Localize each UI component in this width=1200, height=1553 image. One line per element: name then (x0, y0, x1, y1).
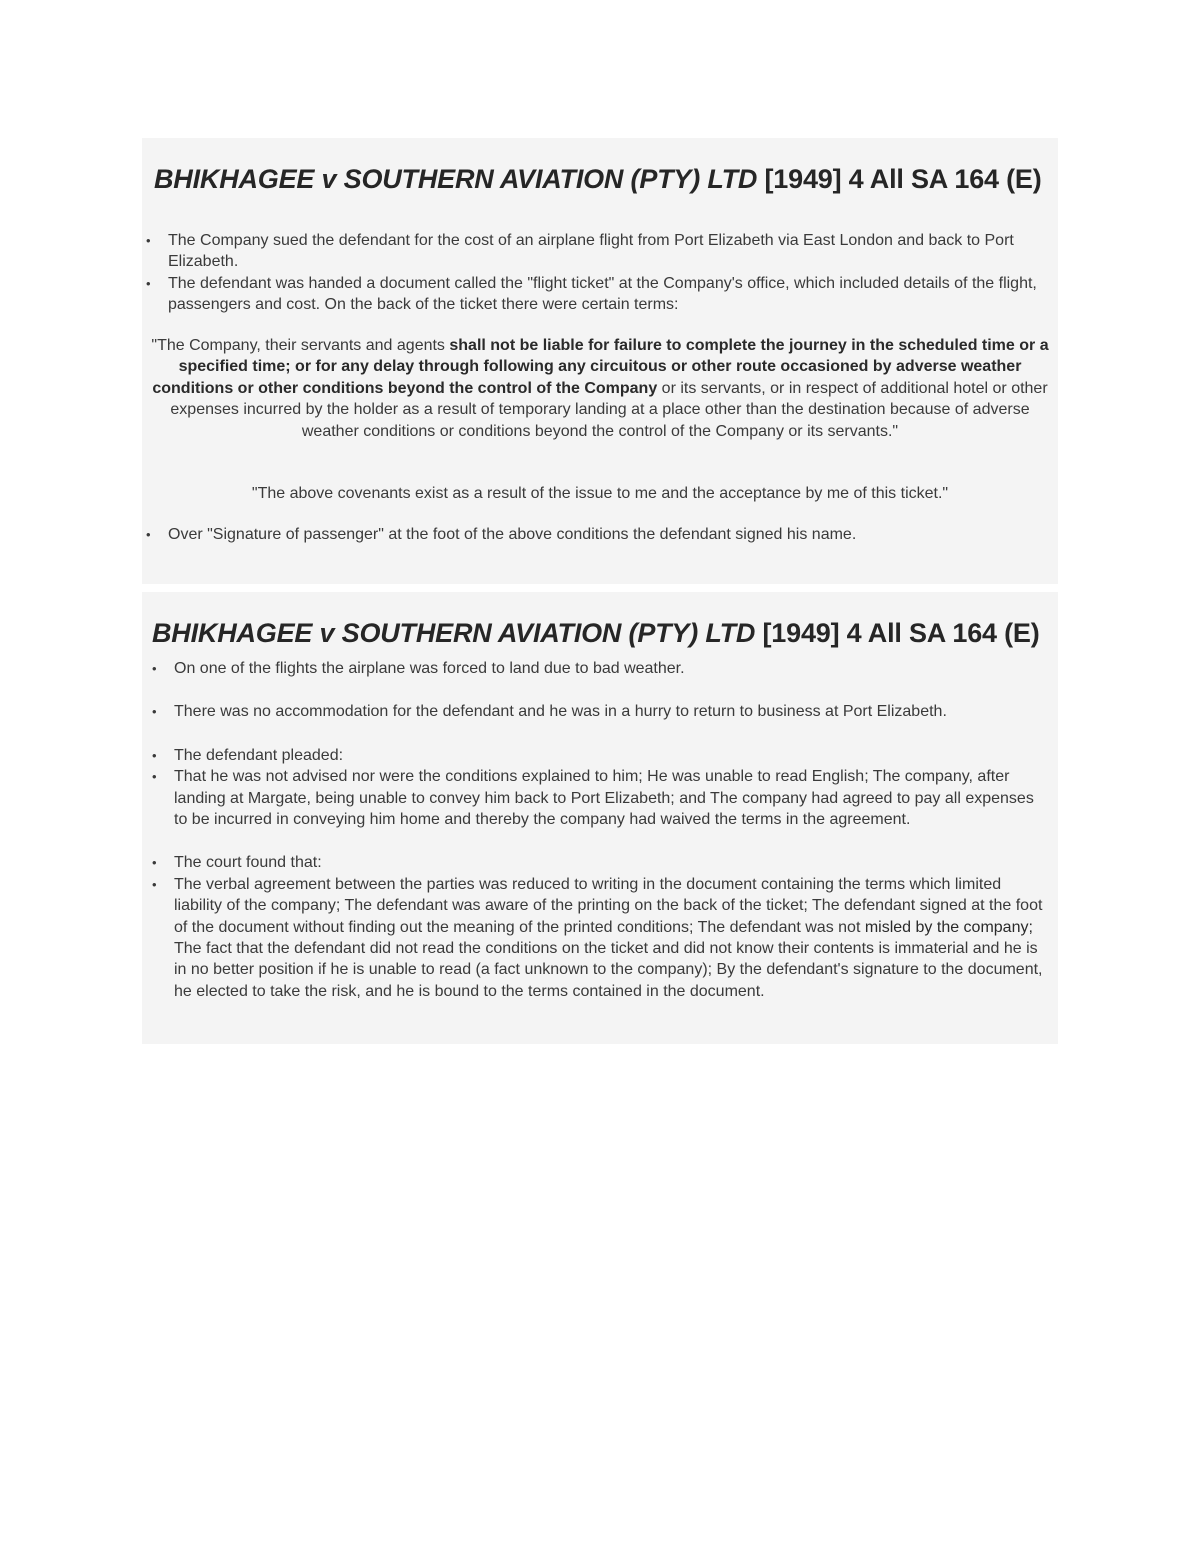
bullet-text: There was no accommodation for the defendant and he was in a hurry to return to business at Port Elizabeth. (174, 703, 947, 721)
list-item (148, 701, 1048, 722)
bullet-icon: • (152, 769, 157, 785)
list-item (148, 874, 1048, 1002)
bullet-icon: • (152, 747, 157, 763)
slide-1-bullet-list (142, 230, 1042, 316)
bullet-icon: • (152, 855, 157, 871)
bullet-icon: • (152, 876, 157, 892)
case-citation: [1949] 4 All SA 164 (E) (755, 618, 1040, 648)
bullet-icon: • (146, 275, 151, 291)
bullet-icon: • (146, 233, 151, 248)
bullet-text: The defendant pleaded: (174, 746, 344, 764)
bullet-text: The Company sued the defendant for the cost of an airplane flight from Port Elizabeth via East London and back to Port Elizabeth. (168, 232, 1014, 271)
bullet-text: The court found that: (174, 854, 322, 872)
list-item (148, 745, 1048, 766)
list-item (142, 524, 1042, 545)
case-name: BHIKHAGEE v SOUTHERN AVIATION (PTY) LTD (154, 164, 758, 194)
covenant-quote: "The above covenants exist as a result of the issue to me and the acceptance by me of this ticket." (251, 485, 949, 502)
list-item (148, 852, 1048, 873)
ticket-terms-quote (150, 335, 1050, 442)
bullet-icon: • (146, 527, 151, 542)
bullet-text (174, 876, 1042, 1000)
slide-2-bullet-list (148, 658, 1048, 1002)
slide-1 (142, 138, 1058, 584)
bullet-text: That he was not advised nor were the conditions explained to him; He was unable to read English; The company, after landing at Margate, being unable to convey him back to Port Elizabeth; and The company had agreed to pay all expenses to be incurred in conveying him home and thereby the company had waived the terms in the agreement. (174, 768, 1034, 829)
court-finding-text-emphasis: misled by the company; (864, 918, 1033, 936)
quote-text-end: or its servants, or in respect of additional hotel or other expenses incurred by the holder as a result of temporary landing at a place other than the destination because of adverse weather conditions or conditions beyond the control of the Company or its servants." (170, 379, 1048, 440)
list-item (148, 766, 1048, 830)
slide-2-title (152, 618, 1040, 649)
quote-text-bold: shall not be liable for failure to complete the journey in the scheduled time or a specified time; or for any delay through following any circuitous or other route occasioned by adverse weather conditions or other conditions beyond the control of the Company (152, 337, 1049, 397)
list-item (142, 273, 1042, 316)
bullet-text: Over "Signature of passenger" at the foot of the above conditions the defendant signed his name. (168, 526, 857, 543)
bullet-text: The defendant was handed a document called the "flight ticket" at the Company's office, which included details of the flight, passengers and cost. On the back of the ticket there were certain terms: (168, 274, 1037, 314)
bullet-icon: • (152, 704, 157, 720)
case-citation: [1949] 4 All SA 164 (E) (757, 164, 1042, 194)
list-item (142, 230, 1042, 273)
slide-2 (142, 592, 1058, 1044)
slide-1-title (154, 164, 1042, 195)
bullet-text: On one of the flights the airplane was forced to land due to bad weather. (174, 660, 685, 677)
slide-1-bullet-list-2 (142, 524, 1042, 545)
court-finding-text-end: The fact that the defendant did not read the conditions on the ticket and did not know their contents is immaterial and he is in no better position if he is unable to read (a fact unknown to the company); By the defendant's signature to the document, he elected to take the risk, and he is bound to the terms contained in the document. (174, 940, 1043, 1000)
case-name: BHIKHAGEE v SOUTHERN AVIATION (PTY) LTD (152, 618, 756, 648)
quote-text-start: "The Company, their servants and agents (151, 337, 450, 354)
bullet-icon: • (152, 661, 157, 676)
court-finding-text-start: The verbal agreement between the parties was reduced to writing in the document containing the terms which limited liability of the company; The defendant was aware of the printing on the back of the ticket; The defendant signed at the foot of the document without finding out the meaning of the printed conditions; The defendant was not (174, 875, 1043, 936)
list-item (148, 658, 1048, 679)
